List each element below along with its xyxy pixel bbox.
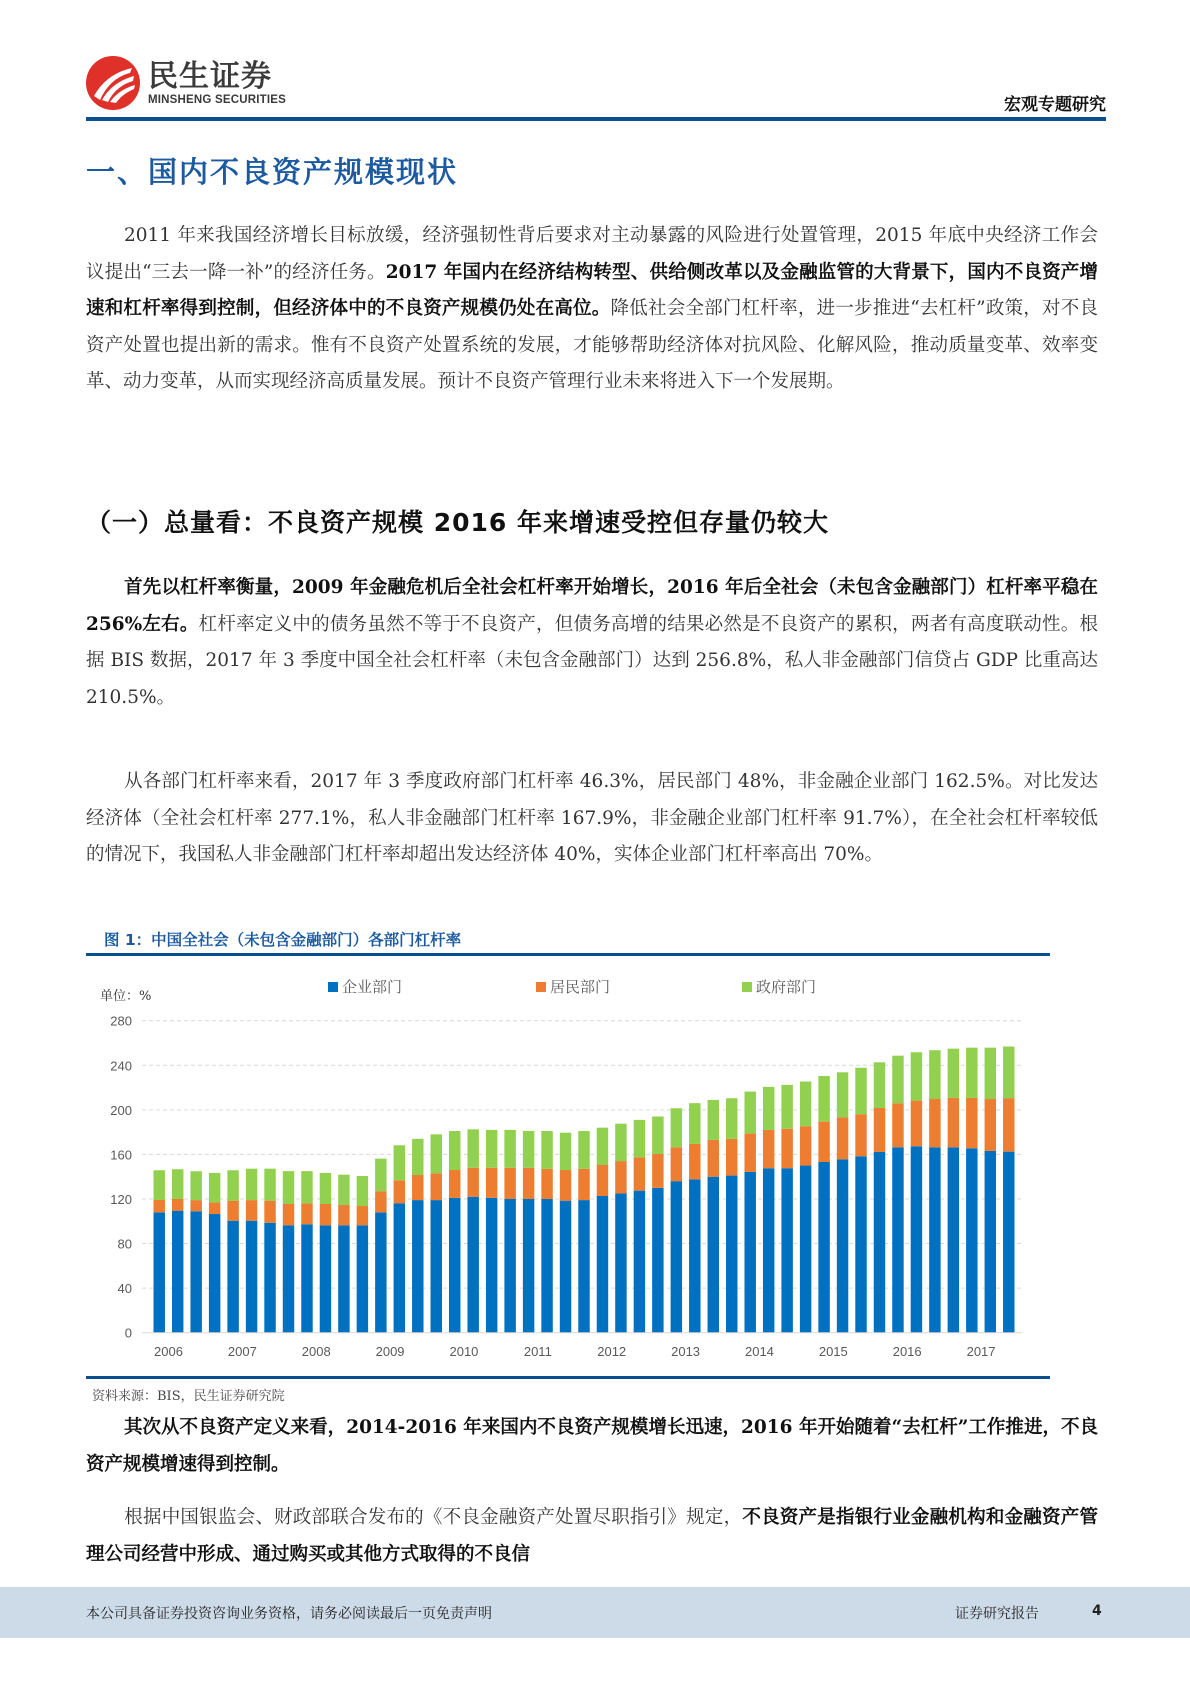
leverage-text: 杠杆率定义中的债务虽然不等于不良资产，但债务高增的结果必然是不良资产的累积，两者有高度联动性。根据 BIS 数据，2017 年 3 季度中国全社会杠杆率（未包含金融部门）达到 256.8%，私人非金融部门信贷占 GDP 比重高达 210.5%。 [86, 613, 1098, 708]
bar-segment [486, 1198, 497, 1333]
bar-segment [744, 1134, 755, 1172]
logo-swoosh-icon [86, 56, 140, 110]
bar-segment [726, 1139, 737, 1176]
page-header [86, 52, 1106, 118]
bar-segment [948, 1147, 959, 1332]
bar-segment [172, 1169, 183, 1199]
bar-segment [1003, 1152, 1014, 1333]
x-tick-label: 2012 [597, 1344, 627, 1359]
x-tick-label: 2009 [375, 1344, 405, 1359]
bar-segment [541, 1169, 552, 1199]
x-tick-label: 2011 [523, 1344, 552, 1359]
bar-segment [190, 1211, 201, 1332]
bar-segment [597, 1128, 608, 1165]
bar-segment [578, 1200, 589, 1333]
section-title: 一、国内不良资产规模现状 [86, 155, 459, 189]
bar-segment [837, 1072, 848, 1117]
chart-unit-label: 单位：% [100, 989, 152, 1004]
bar-segment [634, 1191, 645, 1333]
bar-segment [615, 1161, 626, 1193]
bar-segment [264, 1201, 275, 1223]
bar-segment [892, 1147, 903, 1332]
bar-segment [615, 1193, 626, 1332]
bar-segment [301, 1171, 312, 1203]
bar-segment [708, 1100, 719, 1140]
bar-segment [1003, 1047, 1014, 1099]
y-tick-label: 200 [110, 1102, 132, 1118]
sector-paragraph [86, 764, 1098, 874]
bar-segment [560, 1170, 571, 1201]
bar-segment [375, 1159, 386, 1192]
bar-segment [431, 1173, 442, 1200]
bar-segment [892, 1103, 903, 1147]
bar-segment [301, 1203, 312, 1224]
bar-segment [357, 1225, 368, 1332]
x-tick-label: 2008 [301, 1344, 331, 1359]
bar-segment [763, 1087, 774, 1130]
bar-segment [357, 1176, 368, 1206]
bar-segment [357, 1206, 368, 1225]
bar-segment [264, 1169, 275, 1201]
npl-growth-paragraph [86, 1410, 1098, 1483]
bar-segment [431, 1134, 442, 1173]
bar-segment [320, 1225, 331, 1332]
bar-segment [800, 1166, 811, 1333]
bar-segment [763, 1168, 774, 1332]
bar-segment [467, 1197, 478, 1333]
bar-segment [818, 1076, 829, 1122]
bar-segment [800, 1082, 811, 1127]
legend-swatch [742, 982, 752, 992]
bar-segment [227, 1170, 238, 1200]
bar-segment [652, 1188, 663, 1333]
figure-bottom-rule [86, 1376, 1050, 1379]
bar-segment [689, 1144, 700, 1179]
bar-segment [671, 1147, 682, 1181]
x-tick-label: 2014 [744, 1344, 774, 1359]
bar-segment [301, 1224, 312, 1332]
bar-segment [264, 1223, 275, 1333]
bar-segment [818, 1122, 829, 1162]
page-footer [0, 1587, 1190, 1638]
bar-segment [283, 1204, 294, 1225]
bar-segment [671, 1181, 682, 1333]
bar-segment [874, 1152, 885, 1333]
bar-segment [781, 1085, 792, 1129]
bar-segment [486, 1168, 497, 1198]
bar-segment [837, 1159, 848, 1332]
x-tick-label: 2010 [449, 1344, 479, 1359]
bar-segment [338, 1205, 349, 1225]
bar-segment [320, 1204, 331, 1225]
bar-segment [467, 1129, 478, 1167]
y-tick-label: 240 [110, 1058, 132, 1074]
figure-source: 资料来源：BIS，民生证券研究院 [92, 1389, 285, 1404]
bar-segment [338, 1175, 349, 1205]
bar-segment [486, 1130, 497, 1168]
legend-label: 企业部门 [342, 979, 403, 996]
bar-segment [412, 1200, 423, 1333]
legend-label: 居民部门 [550, 979, 611, 996]
report-type-label: 宏观专题研究 [1004, 95, 1106, 115]
leverage-paragraph [86, 570, 1098, 716]
bar-segment [948, 1049, 959, 1098]
bar-segment [209, 1202, 220, 1214]
bar-segment [523, 1168, 534, 1199]
bar-segment [966, 1048, 977, 1098]
bar-segment [283, 1171, 294, 1204]
npl-definition-paragraph [86, 1500, 1098, 1573]
subsection-title: （一）总量看：不良资产规模 2016 年来增速受控但存量仍较大 [86, 508, 829, 537]
bar-segment [504, 1199, 515, 1333]
legend-label: 政府部门 [756, 979, 817, 996]
bar-segment [560, 1201, 571, 1333]
bar-segment [523, 1199, 534, 1333]
npl-definition-bold: 不良资产是指银行业金融机构和金融资产管理公司经营中形成、通过购买或其他方式取得的不良信 [86, 1507, 1098, 1565]
bar-segment [708, 1177, 719, 1333]
bar-segment [985, 1151, 996, 1333]
bar-segment [966, 1148, 977, 1332]
bar-segment [818, 1162, 829, 1333]
bar-segment [394, 1203, 405, 1332]
bar-segment [929, 1099, 940, 1147]
bar-segment [634, 1157, 645, 1190]
x-tick-label: 2007 [227, 1344, 257, 1359]
bar-segment [320, 1173, 331, 1204]
bar-segment [948, 1098, 959, 1147]
bar-segment [837, 1118, 848, 1160]
bar-segment [763, 1130, 774, 1168]
bar-segment [855, 1156, 866, 1332]
bar-segment [985, 1099, 996, 1151]
bar-segment [671, 1108, 682, 1147]
header-divider [86, 117, 1106, 121]
legend-swatch [328, 982, 338, 992]
intro-text-2: 降低社会全部门杠杆率，进一步推进“去杠杆”政策，对不良资产处置也提出新的需求。惟有不良资产处置系统的发展，才能够帮助经济体对抗风险、化解风险，推动质量变革、效率变革、动力变革，从而实现经济高质量发展。预计不良资产管理行业未来将进入下一个发展期。 [86, 298, 1098, 392]
y-tick-label: 160 [110, 1147, 132, 1163]
intro-paragraph [86, 218, 1098, 401]
y-tick-label: 120 [110, 1191, 132, 1207]
bar-segment [154, 1212, 165, 1332]
bar-segment [929, 1147, 940, 1332]
bar-segment [246, 1221, 257, 1333]
y-tick-label: 40 [117, 1281, 132, 1297]
bar-segment [911, 1052, 922, 1100]
bar-segment [172, 1211, 183, 1333]
bar-segment [597, 1165, 608, 1196]
intro-text-bold: 2017 年国内在经济结构转型、供给侧改革以及金融监管的大背景下，国内不良资产增速和杠杆率得到控制，但经济体中的不良资产规模仍处在高位。 [86, 261, 1098, 319]
bar-segment [523, 1131, 534, 1168]
bar-segment [209, 1214, 220, 1333]
bar-segment [283, 1225, 294, 1332]
bar-segment [375, 1191, 386, 1212]
npl-growth-text: 其次从不良资产定义来看，2014-2016 年来国内不良资产规模增长迅速，2016 年开始随着“去杠杆”工作推进，不良资产规模增速得到控制。 [86, 1417, 1098, 1475]
bar-segment [227, 1201, 238, 1221]
bar-segment [726, 1098, 737, 1139]
bar-segment [375, 1212, 386, 1332]
bar-segment [449, 1170, 460, 1198]
bar-segment [689, 1179, 700, 1332]
bar-segment [597, 1196, 608, 1333]
company-logo [86, 56, 286, 110]
bar-segment [985, 1048, 996, 1099]
x-tick-label: 2013 [671, 1344, 701, 1359]
bar-segment [246, 1200, 257, 1221]
footer-disclaimer: 本公司具备证券投资咨询业务资格，请务必阅读最后一页免责声明 [86, 1606, 492, 1622]
bar-segment [892, 1056, 903, 1104]
bar-segment [394, 1180, 405, 1203]
x-tick-label: 2017 [966, 1344, 996, 1359]
bar-segment [246, 1169, 257, 1200]
bar-segment [800, 1126, 811, 1165]
bar-segment [634, 1120, 645, 1157]
bar-segment [190, 1171, 201, 1200]
bar-segment [874, 1108, 885, 1152]
legend-swatch [536, 982, 546, 992]
bar-segment [412, 1175, 423, 1200]
npl-definition-text: 根据中国银监会、财政部联合发布的《不良金融资产处置尽职指引》规定， [124, 1507, 743, 1528]
bar-segment [578, 1169, 589, 1200]
y-tick-label: 0 [124, 1325, 132, 1341]
bar-segment [449, 1131, 460, 1170]
bar-segment [1003, 1098, 1014, 1151]
bar-segment [781, 1129, 792, 1168]
bar-segment [504, 1168, 515, 1199]
x-tick-label: 2006 [154, 1344, 183, 1359]
bar-segment [615, 1124, 626, 1161]
bar-segment [541, 1199, 552, 1333]
sector-text: 从各部门杠杆率来看，2017 年 3 季度政府部门杠杆率 46.3%，居民部门 48%，非金融企业部门 162.5%。对比发达经济体（全社会杠杆率 277.1%，私人非金融部门杠杆率 167.9%，非金融企业部门杠杆率 91.7%），在全社会杠杆率较低的情况下，我国私人非金融部门杠杆率却超出发达经济体 40%，实体企业部门杠杆率高出 70%。 [86, 771, 1098, 865]
bar-segment [431, 1200, 442, 1333]
bar-segment [154, 1200, 165, 1212]
bar-segment [209, 1173, 220, 1202]
x-tick-label: 2015 [818, 1344, 848, 1359]
bar-segment [652, 1117, 663, 1154]
bar-segment [560, 1133, 571, 1170]
bar-segment [541, 1131, 552, 1169]
bar-segment [338, 1225, 349, 1332]
logo-english-name: MINSHENG SECURITIES [148, 94, 286, 106]
bar-segment [172, 1199, 183, 1211]
footer-doc-type: 证券研究报告 [955, 1606, 1039, 1622]
bar-segment [744, 1092, 755, 1134]
bar-segment [394, 1145, 405, 1180]
bar-segment [652, 1154, 663, 1188]
bar-segment [855, 1114, 866, 1156]
bar-segment [726, 1176, 737, 1333]
bar-segment [708, 1140, 719, 1177]
bar-segment [874, 1062, 885, 1108]
page-number: 4 [1092, 1603, 1102, 1619]
bar-segment [929, 1050, 940, 1099]
bar-segment [578, 1131, 589, 1169]
bar-segment [449, 1198, 460, 1333]
bar-segment [855, 1068, 866, 1114]
x-tick-label: 2016 [892, 1344, 922, 1359]
bar-segment [190, 1200, 201, 1211]
bar-segment [911, 1101, 922, 1147]
figure-title: 图 1：中国全社会（未包含金融部门）各部门杠杆率 [104, 931, 462, 949]
bar-segment [154, 1170, 165, 1200]
bar-segment [227, 1221, 238, 1333]
y-tick-label: 80 [117, 1236, 132, 1252]
bar-segment [504, 1130, 515, 1168]
leverage-text-bold: 首先以杠杆率衡量，2009 年金融危机后全社会杠杆率开始增长，2016 年后全社会（未包含金融部门）杠杆率平稳在 256%左右。 [86, 577, 1098, 635]
intro-text-1: 2011 年来我国经济增长目标放缓，经济强韧性背后要求对主动暴露的风险进行处置管理，2015 年底中央经济工作会议提出“三去一降一补”的经济任务。 [86, 225, 1098, 283]
bar-segment [781, 1168, 792, 1332]
bar-segment [744, 1172, 755, 1333]
y-tick-label: 280 [110, 1013, 132, 1029]
logo-chinese-name: 民生证券 [148, 59, 272, 94]
bar-segment [689, 1103, 700, 1144]
bar-segment [966, 1098, 977, 1148]
stacked-bar-chart [86, 956, 1050, 1376]
bar-segment [467, 1168, 478, 1197]
bar-segment [412, 1139, 423, 1175]
bar-segment [911, 1146, 922, 1332]
